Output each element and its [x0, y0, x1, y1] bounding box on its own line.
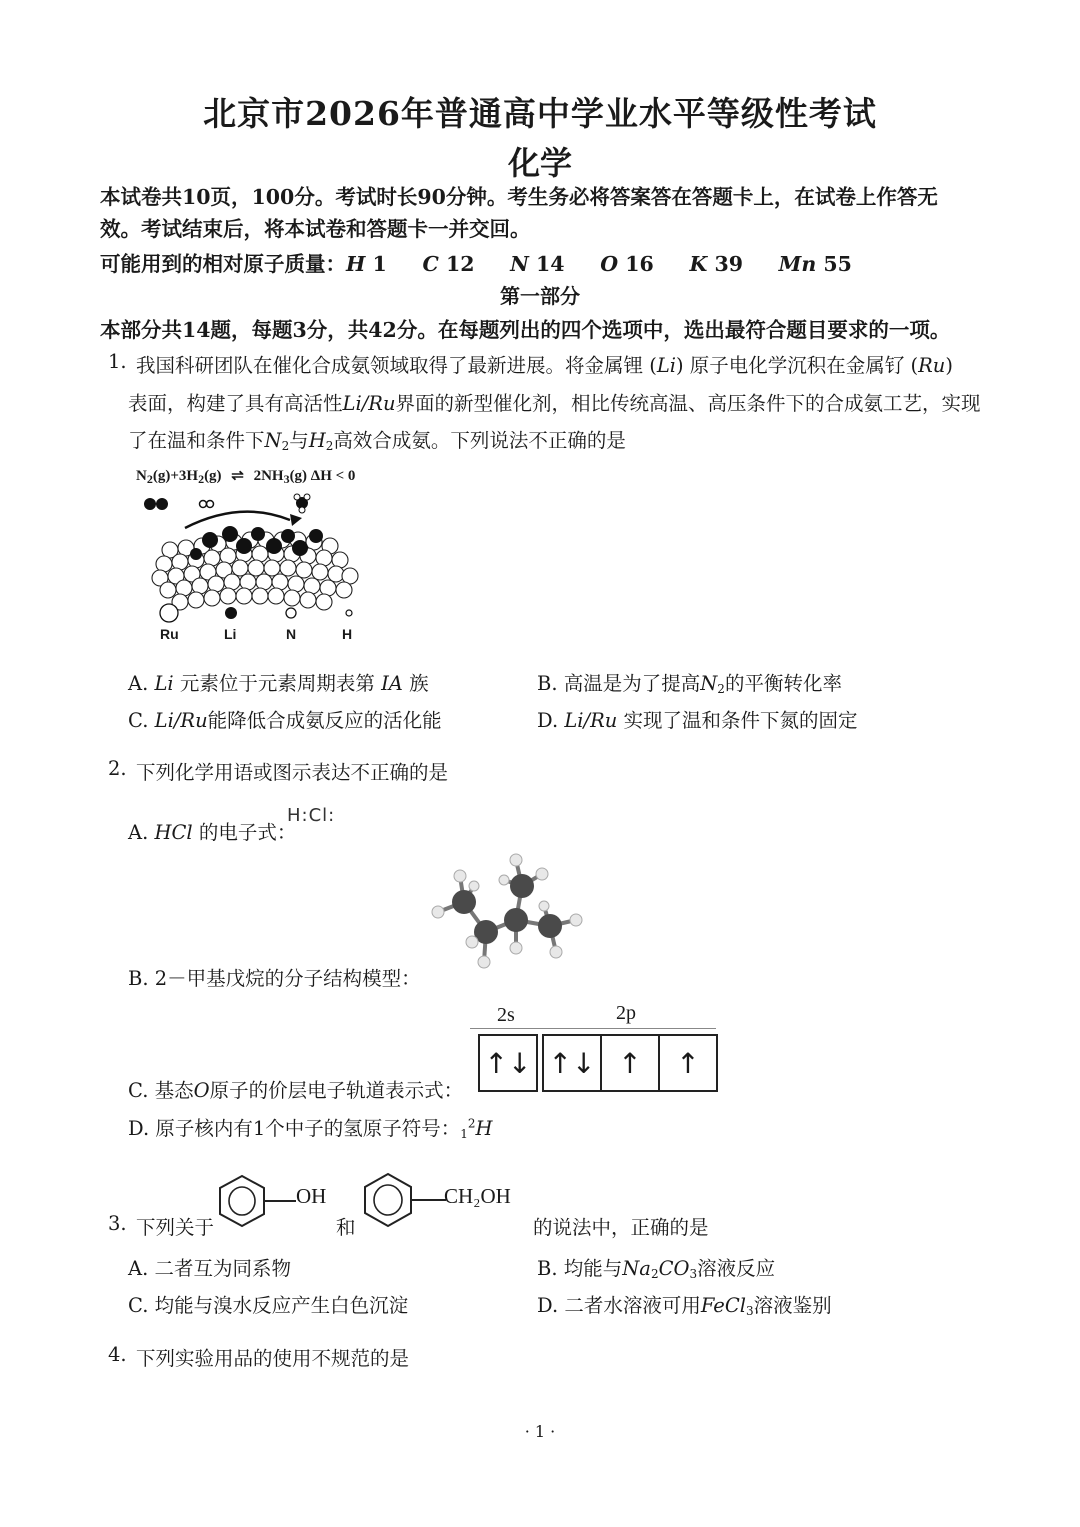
q3-opt-b-co: CO — [658, 1257, 690, 1280]
q1-option-b[interactable] — [537, 668, 842, 696]
q1-opt-d-post: 实现了温和条件下氮的固定 — [623, 709, 858, 732]
q2-opt-a-el: HCl — [154, 821, 193, 844]
q1-n2: N — [264, 429, 282, 452]
q1-opt-a-mid: 元素位于元素周期表第 — [179, 672, 375, 695]
q1-text-e: 界面的新型催化剂，相比传统高温、高压条件下的合成氨工艺，实现 — [395, 392, 981, 415]
phenol-oh-label: OH — [296, 1184, 327, 1208]
subject-title: 化学 — [507, 144, 572, 182]
page-number: · 1 · — [524, 1422, 556, 1441]
q1-eq-sub-b: 2 — [198, 472, 205, 486]
instructions-line2: 效。考试结束后，将本试卷和答题卡一并交回。 — [100, 217, 531, 241]
q3-and: 和 — [336, 1216, 356, 1239]
orbital-label-2s: 2s — [497, 1004, 515, 1026]
atom-el-n: N — [510, 252, 529, 276]
q1-opt-c-pre: C. — [128, 709, 149, 732]
q2-option-d[interactable] — [128, 1113, 493, 1141]
q1-option-d[interactable] — [537, 705, 858, 733]
q2-option-c[interactable] — [128, 1075, 463, 1103]
q1-li: Li — [656, 354, 676, 377]
n2-molecule-icon — [144, 498, 156, 510]
ru-legend-icon — [160, 604, 178, 622]
atom-mass-c: 12 — [445, 252, 475, 276]
q3-number: 3. — [108, 1212, 127, 1235]
legend-label-n: N — [286, 626, 297, 642]
q1-opt-c-el: Li/Ru — [154, 709, 208, 732]
q1-text-h: 高效合成氨。下列说法不正确的是 — [333, 429, 626, 452]
q1-opt-a-post: 族 — [409, 672, 429, 695]
q3-opt-b-na: Na — [622, 1257, 651, 1280]
q4-number: 4. — [108, 1343, 127, 1366]
q2-opt-a-post: 的电子式： — [198, 821, 297, 844]
q1-text-f: 了在温和条件下 — [128, 429, 265, 452]
q1-opt-a-el: Li — [154, 672, 174, 695]
q4-stem: 下列实验用品的使用不规范的是 — [136, 1347, 410, 1370]
atom-mass-h: 1 — [372, 252, 387, 276]
q2-opt-c-post: 原子的价层电子轨道表示式： — [209, 1079, 464, 1102]
q1-eq-mid4: (g) ΔH < 0 — [289, 468, 356, 484]
atom-el-c: C — [422, 252, 439, 276]
q1-line2 — [128, 388, 981, 416]
legend-label-li: Li — [224, 626, 237, 642]
oxygen-orbital-diagram — [478, 1034, 718, 1092]
section-note: 本部分共14题，每题3分，共42分。在每题列出的四个选项中，选出最符合题目要求的一项。 — [100, 318, 951, 342]
q3-opt-b-pre: B. 均能与 — [537, 1257, 623, 1280]
q2-opt-d-text: D. 原子核内有1个中子的氢原子符号： — [128, 1117, 461, 1140]
atom-mass-o: 16 — [625, 252, 654, 276]
q3-option-c[interactable]: C. 均能与溴水反应产生白色沉淀 — [128, 1294, 409, 1317]
q1-line1 — [136, 350, 953, 378]
legend-label-h: H — [342, 626, 353, 642]
q2-option-b[interactable]: B. 2－甲基戊烷的分子结构模型： — [128, 967, 421, 990]
ru-lattice — [152, 532, 358, 610]
q2-opt-d-sub: 1 — [460, 1127, 468, 1141]
q2-stem: 下列化学用语或图示表达不正确的是 — [136, 761, 449, 784]
q1-opt-d-el: Li/Ru — [564, 709, 618, 732]
q1-opt-b-post: 的平衡转化率 — [724, 672, 842, 695]
q1-eq-mid1: (g)+3H — [152, 468, 199, 484]
benzyl-alcohol-structure-icon — [362, 1172, 448, 1228]
q1-option-a[interactable] — [128, 668, 429, 696]
atom-el-k: K — [689, 252, 708, 276]
atom-mass-k: 39 — [714, 252, 743, 276]
q3-option-b[interactable] — [537, 1253, 775, 1281]
q2-opt-c-pre: C. 基态 — [128, 1079, 194, 1102]
atom-mass-n: 14 — [536, 252, 565, 276]
q3-opt-b-sub1: 2 — [650, 1267, 659, 1281]
li-legend-icon — [225, 607, 237, 619]
atom-el-o: O — [600, 252, 619, 276]
orbital-header-line — [470, 1028, 716, 1029]
methylpentane-ball-stick-model — [420, 850, 600, 975]
atomic-masses — [100, 247, 852, 277]
atomic-masses-label: 可能用到的相对原子质量： — [100, 252, 346, 276]
q1-text-c: ) — [945, 354, 953, 377]
q2-opt-a-pre: A. — [128, 821, 149, 844]
q1-opt-d-pre: D. — [537, 709, 559, 732]
q2-number: 2. — [108, 757, 127, 780]
q1-text-b: ) 原子电化学沉积在金属钌 ( — [676, 354, 919, 377]
q2-opt-d-sup: 2 — [467, 1116, 476, 1131]
equilibrium-arrow-icon: ⇌ — [231, 468, 244, 484]
h2-molecule-icon — [200, 501, 207, 508]
orbital-box-2s: ↑↓ — [478, 1034, 538, 1092]
q1-reaction-equation — [136, 466, 355, 485]
reaction-flow-arrow-icon — [185, 512, 290, 528]
benzyl-ch2oh-label: CH₂OH — [444, 1184, 511, 1208]
q1-n2-sub: 2 — [281, 439, 290, 453]
q3-opt-d-pre: D. 二者水溶液可用 — [537, 1294, 701, 1317]
q1-ru: Ru — [918, 354, 946, 377]
q2-opt-d-el: H — [475, 1117, 493, 1140]
q1-opt-b-pre: B. 高温是为了提高 — [537, 672, 701, 695]
q1-text-g: 与 — [289, 429, 309, 452]
phenol-structure-icon — [218, 1174, 298, 1228]
q1-opt-a-pre: A. — [128, 672, 149, 695]
figure-legend-symbols — [155, 602, 365, 624]
orbital-label-2p: 2p — [616, 1002, 636, 1024]
q1-opt-b-sub: 2 — [717, 682, 725, 696]
q1-eq-n: N — [136, 468, 147, 484]
q3-opt-d-chem: FeCl — [700, 1294, 747, 1317]
hcl-electron-formula: H:Cl: — [287, 805, 336, 826]
q1-h2: H — [308, 429, 326, 452]
atom-el-h: H — [346, 252, 366, 276]
orbital-box-2p-1: ↑↓ — [542, 1034, 602, 1092]
q1-eq-sub-a: 2 — [146, 472, 153, 486]
q1-opt-c-post: 能降低合成氨反应的活化能 — [207, 709, 442, 732]
q3-pre: 下列关于 — [136, 1216, 215, 1239]
q3-opt-d-post: 溶液鉴别 — [753, 1294, 832, 1317]
q1-opt-b-el: N — [700, 672, 718, 695]
q3-opt-b-sub2: 3 — [689, 1267, 698, 1281]
orbital-box-2p-3: ↑ — [660, 1034, 718, 1092]
q1-text-a: 我国科研团队在催化合成氨领域取得了最新进展。将金属锂 ( — [136, 354, 657, 377]
q1-eq-mid3: 2NH — [253, 468, 284, 484]
atom-el-mn: Mn — [778, 252, 817, 276]
section-title: 第一部分 — [500, 284, 580, 308]
q3-option-d[interactable] — [537, 1290, 832, 1318]
h-legend-icon — [346, 610, 352, 616]
q1-eq-mid2: (g) — [204, 468, 222, 484]
orbital-box-2p-2: ↑ — [602, 1034, 660, 1092]
q1-opt-a-grp: IA — [381, 672, 403, 695]
q3-opt-d-sub: 3 — [746, 1304, 754, 1318]
atom-mass-mn: 55 — [823, 252, 852, 276]
q1-eq-sub-c: 3 — [283, 472, 290, 486]
q3-post: 的说法中，正确的是 — [533, 1216, 709, 1239]
exam-title: 北京市2026年普通高中学业水平等级性考试 — [203, 94, 877, 133]
q2-opt-c-el: O — [193, 1079, 210, 1102]
q3-opt-b-post: 溶液反应 — [697, 1257, 776, 1280]
q1-number: 1. — [108, 350, 127, 373]
q2-option-a[interactable] — [128, 817, 296, 845]
legend-label-ru: Ru — [160, 626, 179, 642]
q1-text-d: 表面，构建了具有高活性 — [128, 392, 343, 415]
n-legend-icon — [286, 608, 296, 618]
q3-option-a[interactable]: A. 二者互为同系物 — [128, 1257, 291, 1280]
q1-line3 — [128, 425, 626, 453]
q1-h2-sub: 2 — [325, 439, 334, 453]
instructions-line1: 本试卷共10页，100分。考试时长90分钟。考生务必将答案答在答题卡上，在试卷上作答无 — [100, 185, 938, 209]
q1-liru: Li/Ru — [342, 392, 396, 415]
q1-option-c[interactable] — [128, 705, 442, 733]
